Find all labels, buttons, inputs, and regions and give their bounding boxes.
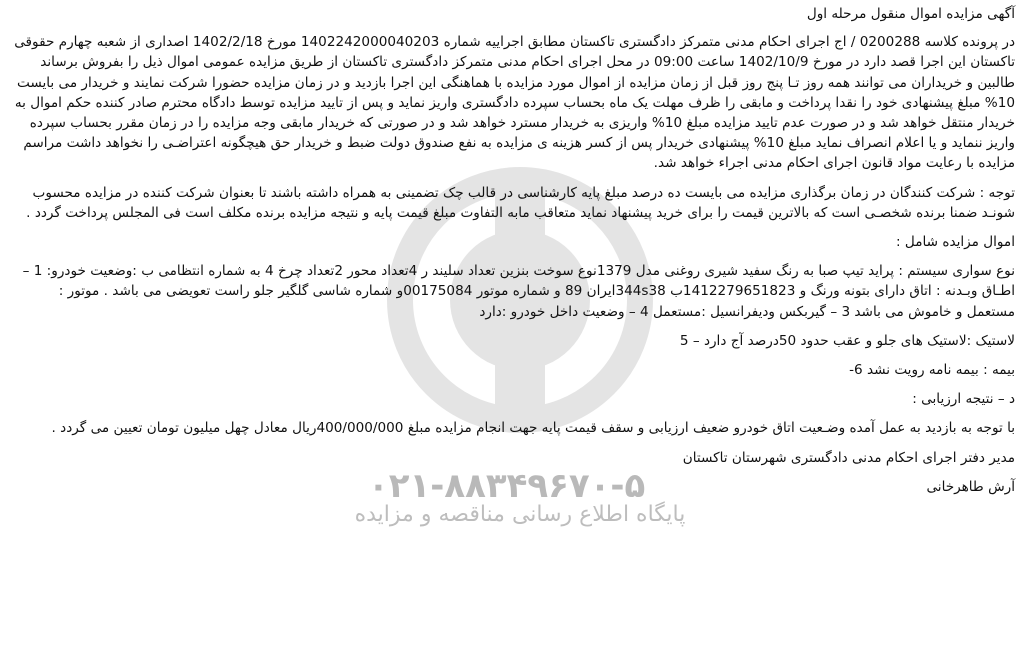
notice-title: آگهی مزایده اموال منقول مرحله اول: [806, 6, 1015, 22]
signature-title: مدیر دفتر اجرای احکام مدنی دادگستری شهرستان تاکستان: [682, 449, 1015, 466]
result-heading: د – نتیجه ارزیابی :: [912, 391, 1015, 408]
evaluation-result: با توجه به بازدید به عمل آمده وضـعیت اتاق خودرو ضعیف ارزیابی و سقف قیمت پایه جهت انجام مزایده مبلغ 400/000/000ریال معادل چهل میلیون تومان تعیین می گردد .: [51, 420, 1015, 437]
assets-heading: اموال مزایده شامل :: [896, 234, 1015, 251]
vehicle-description: نوع سواری سیستم : پراید تیپ صبا به رنگ سفید شیری روغنی مدل 1379نوع سوخت بنزین تعداد سلیند ر 4تعداد محور 2تعداد چرخ 4 به شماره انتظامی ب :وضعیت خودرو: 1 – اطـاق وبـدنه : اتاق دارای بتونه ورنگ و 1412279651823ب 344s38ایران 89 و شماره موتور 00175084و شماره شاسی گلگیر جلو راست تعویضی می باشد . موتور : مستعمل و خاموش می باشد 3 – گیربکس ودیفرانسیل :مستعمل 4 – وضعیت داخل خودرو :دارد: [22, 263, 1015, 320]
auction-notice: [8, 4, 1015, 497]
signature-name: آرش طاهرخانی: [926, 478, 1015, 495]
insurance-status: بیمه : بیمه نامه رویت نشد 6-: [849, 362, 1015, 379]
tires-condition: لاستیک :لاستیک های جلو و عقب حدود 50درصد آج دارد – 5: [679, 332, 1015, 349]
notice-note: توجه : شرکت کنندگان در زمان برگذاری مزایده می بایست ده درصد مبلغ پایه کارشناسی در قالب چک تضمینی به همراه داشته باشند تا بعنوان شرکت کننده در مزایده محسوب شونـد ضمنا برنده شخصـی است که بالاترین قیمت را برای خرید پیشنهاد نماید متعاقب مابه التفاوت مبلغ قیمت پایه و نتیجه مزایده برنده مکلف است فی المجلس پرداخت گردد .: [26, 184, 1015, 221]
watermark-phone: ۰۲۱-۸۸۳۴۹۶۷۰-۵: [368, 466, 646, 506]
watermark-caption: پایگاه اطلاع رسانی مناقصه و مزایده: [354, 502, 686, 527]
notice-intro: در پرونده کلاسه 0200288 / اج اجرای احکام مدنی متمرکز دادگستری تاکستان مطابق اجراییه شماره 1402242000040203 مورخ 1402/2/18 اصداری از شعبه چهارم حقوقی تاکستان این اجرا قصد دارد در مورخ 1402/10/9 ساعت 09:00 در محل اجرای احکام مدنی متمرکز دادگستری تاکستان از طریق مزایده عمومی اموال ذیل را بفروش برساند طالبین و خریداران می توانند همه روز تـا پنج روز قبل از زمان مزایده از اموال مورد مزایده با هماهنگی این اجرا بازدید و در زمان مزایده حضورا شرکت نمایند و خریدار می بایست 10% مبلغ پیشنهادی خود را نقدا پرداخت و مابقی را ظرف مهلت یک ماه بحساب سپرده دادگستری واریز نماید و پس از تایید مزایده توسط دادگاه محترم صادر کننده حکم اموال به خریدار منتقل خواهد شد و در صورت عدم تایید مزایده مبلغ 10% واریزی به خریدار مسترد خواهد شد و در صورتی که خریدار مابقی وجه مزایده را در زمان مقرر بحساب سپرده واریز ننماید و یا اعلام انصراف نماید مبلغ 10% پیشنهادی خریدار پس از کسر هزینه ی مزایده به نفع صندوق دولت ضبط و خریدار حق هیچگونه اعتراضـی را نخواهد داشت مراسم مزایده با رعایت مواد قانون اجرای احکام مدنی اجراء خواهد شد.: [14, 34, 1015, 172]
